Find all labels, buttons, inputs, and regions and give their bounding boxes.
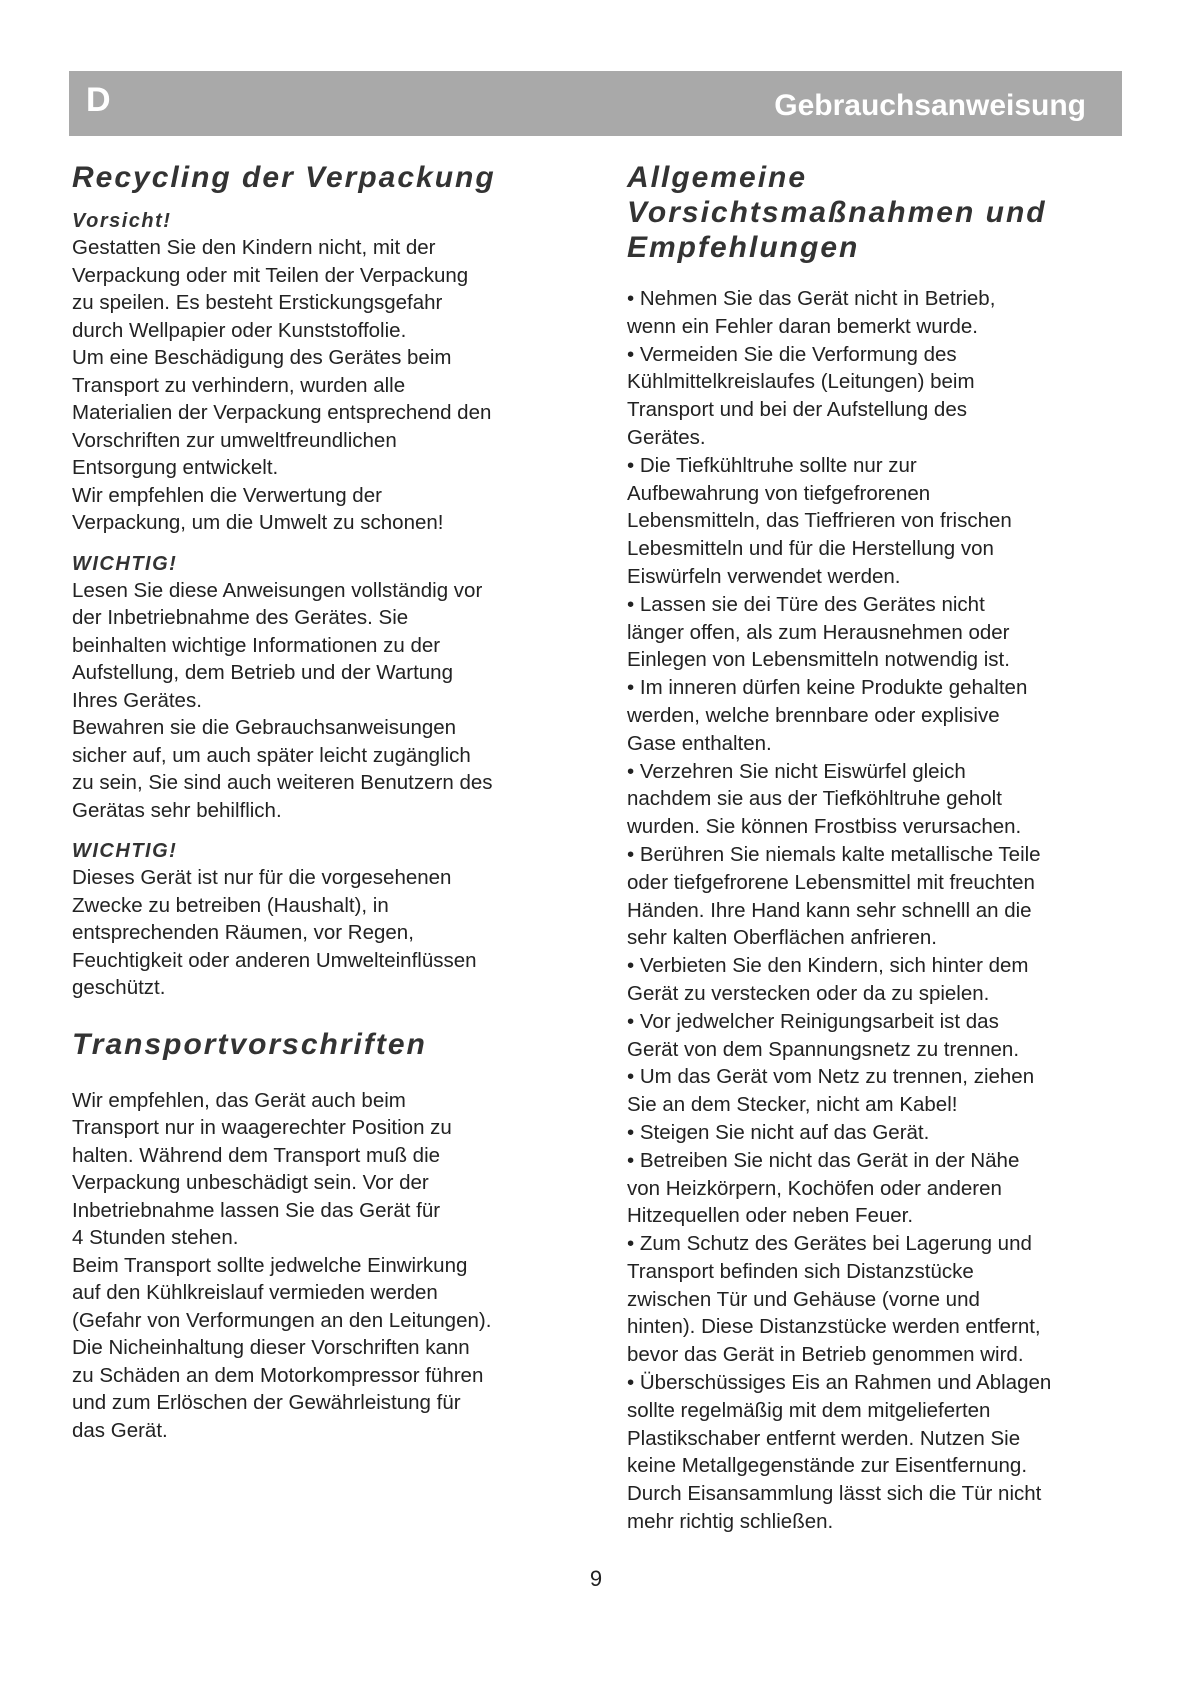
- general-precautions-heading: [627, 160, 1127, 265]
- page-header-bar: [69, 71, 1122, 136]
- bullet-continuation: Durch Eisansammlung lässt sich die Tür nicht: [627, 1482, 1042, 1506]
- bullet-continuation: Gerät zu verstecken oder da zu spielen.: [627, 981, 990, 1005]
- bullet-continuation: wurden. Sie können Frostbiss verursachen.: [627, 815, 1022, 839]
- text-line: beinhalten wichtige Informationen zu der: [72, 633, 441, 657]
- text-line: Beim Transport sollte jedwelche Einwirkung: [72, 1253, 468, 1277]
- right-column: [627, 160, 1127, 1536]
- text-line: Zwecke zu betreiben (Haushalt), in: [72, 893, 389, 917]
- heading-line: Empfehlungen: [627, 231, 860, 264]
- bullet-item: • Verbieten Sie den Kindern, sich hinter dem: [627, 952, 1127, 980]
- transport-text: [72, 1087, 592, 1445]
- bullet-continuation: keine Metallgegenstände zur Eisentfernung.: [627, 1454, 1028, 1478]
- bullet-continuation: werden, welche brennbare oder explisive: [627, 703, 1000, 727]
- text-line: Aufstellung, dem Betrieb und der Wartung: [72, 661, 453, 684]
- text-line: Feuchtigkeit oder anderen Umwelteinflüssen: [72, 948, 477, 972]
- bullet-item: • Lassen sie dei Türe des Gerätes nicht: [627, 591, 1127, 619]
- text-line: auf den Kühlkreislauf vermieden werden: [72, 1281, 438, 1304]
- header-title: Gebrauchsanweisung: [774, 89, 1086, 122]
- bullet-continuation: sollte regelmäßig mit dem mitgelieferten: [627, 1398, 991, 1422]
- warning-text: [72, 234, 592, 537]
- warning-label: Vorsicht!: [72, 210, 172, 232]
- left-column: [72, 160, 592, 1444]
- bullet-continuation: hinten). Diese Distanzstücke werden entfernt,: [627, 1315, 1041, 1339]
- bullet-item: • Vermeiden Sie die Verformung des: [627, 341, 1127, 369]
- text-line: Wir empfehlen die Verwertung der: [72, 483, 382, 507]
- bullet-item: • Berühren Sie niemals kalte metallische Teile: [627, 841, 1127, 869]
- text-line: und zum Erlöschen der Gewährleistung für: [72, 1391, 461, 1414]
- bullet-continuation: Sie an dem Stecker, nicht am Kabel!: [627, 1093, 958, 1117]
- text-line: halten. Während dem Transport muß die: [72, 1143, 441, 1167]
- bullet-item: • Steigen Sie nicht auf das Gerät.: [627, 1119, 1127, 1147]
- text-line: Verpackung unbeschädigt sein. Vor der: [72, 1171, 429, 1194]
- bullet-continuation: Eiswürfeln verwendet werden.: [627, 564, 901, 588]
- bullet-continuation: Gerätes.: [627, 425, 706, 449]
- precautions-list: [627, 285, 1127, 1536]
- bullet-item: • Überschüssiges Eis an Rahmen und Ablagen: [627, 1369, 1127, 1397]
- transport-heading: Transportvorschriften: [72, 1027, 427, 1061]
- text-line: Bewahren sie die Gebrauchsanweisungen: [72, 716, 457, 739]
- text-line: Inbetriebnahme lassen Sie das Gerät für: [72, 1198, 441, 1222]
- bullet-continuation: Aufbewahrung von tiefgefrorenen: [627, 481, 931, 505]
- bullet-continuation: bevor das Gerät in Betrieb genommen wird.: [627, 1343, 1024, 1367]
- bullet-item: • Verzehren Sie nicht Eiswürfel gleich: [627, 758, 1127, 786]
- text-line: das Gerät.: [72, 1418, 168, 1442]
- text-line: (Gefahr von Verformungen an den Leitungen).: [72, 1308, 492, 1332]
- text-line: Wir empfehlen, das Gerät auch beim: [72, 1088, 406, 1112]
- bullet-item: • Um das Gerät vom Netz zu trennen, ziehen: [627, 1063, 1127, 1091]
- text-line: sicher auf, um auch später leicht zugänglich: [72, 743, 471, 767]
- bullet-continuation: Hitzequellen oder neben Feuer.: [627, 1204, 914, 1228]
- bullet-continuation: Einlegen von Lebensmitteln notwendig ist.: [627, 648, 1010, 672]
- bullet-continuation: nachdem sie aus der Tiefköhltruhe geholt: [627, 787, 1002, 811]
- text-line: zu speilen. Es besteht Erstickungsgefahr: [72, 291, 443, 314]
- bullet-continuation: Transport und bei der Aufstellung des: [627, 398, 967, 422]
- heading-line: Allgemeine: [627, 161, 808, 194]
- text-line: Vorschriften zur umweltfreundlichen: [72, 428, 397, 452]
- text-line: zu Schäden an dem Motorkompressor führen: [72, 1363, 484, 1387]
- bullet-item: • Im inneren dürfen keine Produkte gehalten: [627, 674, 1127, 702]
- text-line: Gestatten Sie den Kindern nicht, mit der: [72, 236, 436, 259]
- text-line: Lesen Sie diese Anweisungen vollständig vor: [72, 578, 483, 602]
- important-text-1: [72, 577, 592, 825]
- text-line: Verpackung, um die Umwelt zu schonen!: [72, 511, 444, 534]
- bullet-continuation: wenn ein Fehler daran bemerkt wurde.: [627, 314, 978, 338]
- text-line: 4 Stunden stehen.: [72, 1226, 239, 1249]
- text-line: Entsorgung entwickelt.: [72, 456, 279, 479]
- text-line: entsprechenden Räumen, vor Regen,: [72, 921, 414, 944]
- bullet-continuation: Gase enthalten.: [627, 731, 772, 755]
- bullet-continuation: Lebesmitteln und für die Herstellung von: [627, 537, 994, 561]
- text-line: Transport zu verhindern, wurden alle: [72, 373, 406, 397]
- bullet-item: • Betreiben Sie nicht das Gerät in der Nähe: [627, 1147, 1127, 1175]
- text-line: Ihres Gerätes.: [72, 688, 202, 712]
- important-label-2: WICHTIG!: [72, 840, 178, 862]
- text-line: durch Wellpapier oder Kunststoffolie.: [72, 318, 407, 342]
- bullet-continuation: Händen. Ihre Hand kann sehr schnelll an die: [627, 898, 1032, 922]
- bullet-item: • Vor jedwelcher Reinigungsarbeit ist das: [627, 1008, 1127, 1036]
- text-line: zu sein, Sie sind auch weiteren Benutzern des: [72, 771, 493, 794]
- text-line: Verpackung oder mit Teilen der Verpackung: [72, 263, 469, 287]
- bullet-continuation: Plastikschaber entfernt werden. Nutzen Sie: [627, 1426, 1021, 1450]
- text-line: Transport nur in waagerechter Position zu: [72, 1116, 452, 1139]
- bullet-item: • Zum Schutz des Gerätes bei Lagerung und: [627, 1230, 1127, 1258]
- text-line: Dieses Gerät ist nur für die vorgesehenen: [72, 866, 452, 889]
- important-label-1: WICHTIG!: [72, 552, 178, 575]
- bullet-continuation: oder tiefgefrorene Lebensmittel mit freuchten: [627, 870, 1035, 894]
- text-line: Die Nicheinhaltung dieser Vorschriften kann: [72, 1336, 470, 1359]
- bullet-continuation: sehr kalten Oberflächen anfrieren.: [627, 926, 937, 950]
- bullet-continuation: Lebensmitteln, das Tieffrieren von frischen: [627, 509, 1012, 533]
- recycling-heading: Recycling der Verpackung: [72, 161, 496, 194]
- bullet-continuation: Transport befinden sich Distanzstücke: [627, 1259, 974, 1283]
- text-line: der Inbetriebnahme des Gerätes. Sie: [72, 606, 409, 629]
- text-line: Gerätas sehr behilflich.: [72, 798, 282, 822]
- text-line: Um eine Beschädigung des Gerätes beim: [72, 346, 452, 369]
- bullet-item: • Die Tiefkühltruhe sollte nur zur: [627, 452, 1127, 480]
- text-line: geschützt.: [72, 976, 166, 999]
- bullet-continuation: länger offen, als zum Herausnehmen oder: [627, 620, 1010, 644]
- bullet-continuation: mehr richtig schließen.: [627, 1510, 834, 1534]
- important-text-2: [72, 864, 592, 1002]
- bullet-item: • Nehmen Sie das Gerät nicht in Betrieb,: [627, 285, 1127, 313]
- page-number: 9: [589, 1566, 603, 1591]
- heading-line: Vorsichtsmaßnahmen und: [627, 196, 1047, 229]
- language-code: D: [86, 81, 111, 119]
- text-line: Materialien der Verpackung entsprechend den: [72, 401, 492, 424]
- bullet-continuation: zwischen Tür und Gehäuse (vorne und: [627, 1287, 980, 1311]
- bullet-continuation: Kühlmittelkreislaufes (Leitungen) beim: [627, 370, 975, 394]
- bullet-continuation: von Heizkörpern, Kochöfen oder anderen: [627, 1176, 1002, 1200]
- bullet-continuation: Gerät von dem Spannungsnetz zu trennen.: [627, 1037, 1020, 1061]
